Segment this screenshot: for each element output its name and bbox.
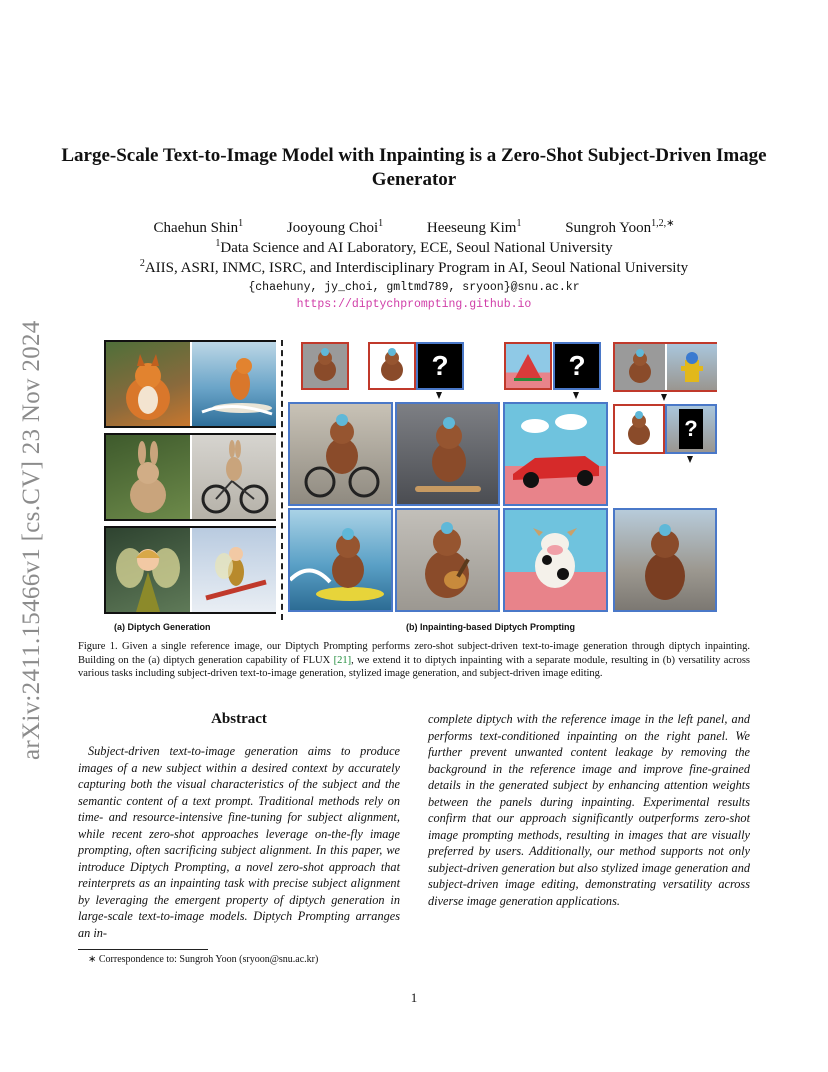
arxiv-sidebar-id: arXiv:2411.15466v1 [cs.CV] 23 Nov 2024 bbox=[18, 320, 45, 760]
fairy-icon bbox=[106, 528, 190, 612]
teddy-masked-reference bbox=[368, 342, 416, 390]
citation-link[interactable]: [21] bbox=[333, 654, 352, 666]
arrow-down-icon bbox=[436, 392, 442, 399]
arrow-down-icon bbox=[661, 394, 667, 401]
fairy-snowboard-photo bbox=[192, 528, 276, 612]
arrow-down-icon bbox=[687, 456, 693, 463]
author: Heeseung Kim$^1$ bbox=[426, 218, 522, 236]
teddy-sidewalk-icon bbox=[615, 510, 715, 610]
rabbit-portrait-photo bbox=[106, 435, 190, 519]
fox-surfboard-icon bbox=[192, 342, 276, 426]
teaser-figure bbox=[104, 340, 716, 636]
footnote-rule bbox=[78, 949, 208, 950]
author: Jooyoung Choi$^1$ bbox=[286, 218, 384, 236]
author-list bbox=[0, 218, 828, 237]
abstract-right-column: complete diptych with the reference image in the left panel, and performs text-conditioned inpainting on the right panel. We further prevent unwanted content leakage by removing the background in the reference image and improve fine-grained details in the generated subject by enhancing attention weights between the panels during inpainting. Experimental results confirm that our approach significantly outperforms zero-shot image prompting methods, resulting in images that are visually preferred by users. Additionally, our method supports not only subject-driven generation but also stylized image generation and subject-driven image editing, demonstrating versatility across diverse image generation applications. bbox=[428, 712, 750, 908]
teddy-skateboard-icon bbox=[397, 404, 498, 504]
teddy-bicycle-icon bbox=[290, 404, 391, 504]
diptych-pair-fox bbox=[104, 340, 276, 428]
teddy-on-sidewalk-photo bbox=[613, 508, 717, 612]
editing-masked-target bbox=[665, 404, 717, 454]
race-car-photo bbox=[503, 402, 608, 506]
bicycle-icon bbox=[192, 435, 276, 519]
fox-portrait-photo bbox=[106, 342, 190, 426]
figure-label-a: (a) Diptych Generation bbox=[114, 622, 211, 632]
hydrant-icon bbox=[667, 344, 717, 390]
diptych-pair-fairy bbox=[104, 526, 276, 614]
teddy-skateboard-photo bbox=[395, 402, 500, 506]
snowboard-icon bbox=[192, 528, 276, 612]
page-number: 1 bbox=[410, 990, 418, 1005]
inpaint-target-placeholder: ? bbox=[416, 342, 464, 390]
fox-icon bbox=[106, 342, 190, 426]
paper-title: Large-Scale Text-to-Image Model with Inpainting is a Zero-Shot Subject-Driven Image Generator bbox=[61, 145, 767, 190]
watermelon-reference-photo bbox=[504, 342, 552, 390]
figure-caption: Figure 1. Given a single reference image, our Diptych Prompting performs zero-shot subject-driven text-to-image generation through diptych inpainting. Building on the (a) diptych generation capability of FLUX [21], we extend it to diptych inpainting with a separate module, resulting in (b) versatility across various tasks including subject-driven text-to-image generation, stylized image generation, and subject-driven image editing. bbox=[78, 641, 751, 679]
editing-reference-pair bbox=[613, 342, 717, 392]
affiliation-2: $^2$AIIS, ASRI, INMC, ISRC, and Interdisciplinary Program in AI, Seoul National University bbox=[139, 258, 689, 276]
footnote: ∗ Correspondence to: Sungroh Yoon (sryoon@snu.ac.kr) bbox=[88, 954, 319, 965]
cow-figure-photo bbox=[503, 508, 608, 612]
teddy-icon bbox=[303, 344, 347, 388]
abstract-left-column: Subject-driven text-to-image generation aims to produce images of a new subject within a desired context by accurately capturing both the visual characteristics of the subject and the semantic content of a text prompt. Traditional methods rely on time- and resource-intensive fine-tuning for subject alignment, while recent zero-shot approaches leverage on-the-fly image prompting, often sacrificing subject alignment. In this paper, we introduce Diptych Prompting, a novel zero-shot approach that reinterprets as an inpainting task with precise subject alignment by leveraging the emergent property of diptych generation in large-scale text-to-image models. Diptych Prompting arranges an in- bbox=[78, 744, 400, 940]
cow-icon bbox=[505, 510, 606, 610]
teddy-bicycle-photo bbox=[288, 402, 393, 506]
rabbit-bicycle-photo bbox=[192, 435, 276, 519]
teddy-icon bbox=[615, 406, 663, 452]
teddy-reference-photo bbox=[301, 342, 349, 390]
affiliation-1: $^1$Data Science and AI Laboratory, ECE, Seoul National University bbox=[215, 238, 613, 256]
teddy-guitar-icon bbox=[397, 510, 498, 610]
fairy-portrait-photo bbox=[106, 528, 190, 612]
teddy-icon bbox=[615, 344, 665, 390]
inpaint-target-placeholder: ? bbox=[679, 409, 703, 449]
rabbit-icon bbox=[106, 435, 190, 519]
teddy-icon bbox=[370, 344, 414, 388]
teddy-surfing-icon bbox=[290, 510, 391, 610]
teddy-surfing-photo bbox=[288, 508, 393, 612]
author: Chaehun Shin$^1$ bbox=[153, 218, 244, 236]
panel-divider bbox=[281, 340, 283, 620]
project-url-link[interactable]: https://diptychprompting.github.io bbox=[296, 298, 532, 311]
inpaint-target-placeholder: ? bbox=[553, 342, 601, 390]
teddy-masked-reference bbox=[613, 404, 665, 454]
author: Sungroh Yoon$^{1,2,∗}$ bbox=[565, 218, 675, 236]
arrow-down-icon bbox=[573, 392, 579, 399]
teddy-guitar-photo bbox=[395, 508, 500, 612]
teddy-reference-photo bbox=[615, 344, 665, 390]
figure-label-b: (b) Inpainting-based Diptych Prompting bbox=[406, 622, 575, 632]
watermelon-icon bbox=[506, 344, 550, 388]
race-car-icon bbox=[505, 404, 606, 504]
hydrant-scene-photo bbox=[667, 344, 717, 390]
author-emails: {chaehuny, jy_choi, gmltmd789, sryoon}@snu.ac.kr bbox=[248, 281, 580, 294]
diptych-pair-rabbit bbox=[104, 433, 276, 521]
abstract-heading: Abstract bbox=[211, 711, 267, 727]
fox-surfing-photo bbox=[192, 342, 276, 426]
